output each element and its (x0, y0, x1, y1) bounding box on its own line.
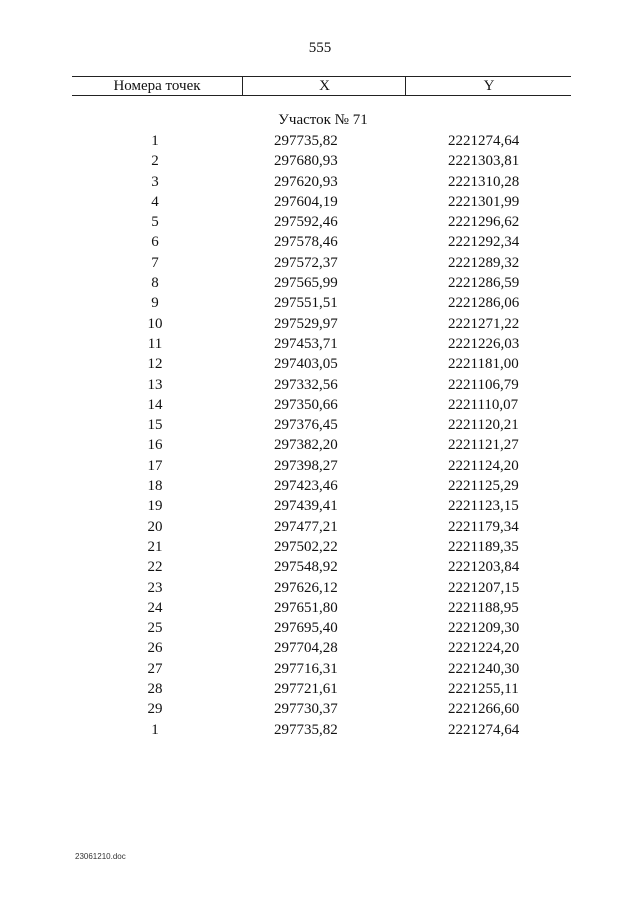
y-coordinate: 2221110,07 (448, 396, 519, 413)
point-number: 21 (147, 538, 163, 555)
footer-filename: 23061210.doc (75, 852, 126, 861)
y-coordinate: 2221207,15 (448, 579, 520, 596)
table-row (0, 598, 640, 618)
point-number: 14 (147, 396, 163, 413)
y-coordinate: 2221224,20 (448, 640, 520, 657)
page-number: 555 (308, 40, 332, 56)
y-coordinate: 2221189,35 (448, 538, 519, 555)
x-coordinate: 297730,37 (274, 701, 338, 718)
x-coordinate: 297332,56 (274, 376, 338, 393)
section-title: Участок № 71 (278, 112, 368, 128)
x-coordinate: 297565,99 (274, 275, 338, 292)
x-coordinate: 297592,46 (274, 214, 338, 231)
table-row (0, 456, 640, 476)
table-row (0, 435, 640, 455)
x-coordinate: 297680,93 (274, 153, 338, 170)
x-coordinate: 297572,37 (274, 254, 338, 271)
table-row (0, 720, 640, 740)
table-row (0, 334, 640, 354)
y-coordinate: 2221271,22 (448, 315, 520, 332)
x-coordinate: 297439,41 (274, 498, 338, 515)
table-row (0, 172, 640, 192)
y-coordinate: 2221301,99 (448, 193, 520, 210)
table-row (0, 151, 640, 171)
table-row (0, 273, 640, 293)
table-row (0, 537, 640, 557)
x-coordinate: 297695,40 (274, 620, 338, 637)
point-number: 13 (147, 376, 163, 393)
y-coordinate: 2221286,59 (448, 275, 520, 292)
x-coordinate: 297578,46 (274, 234, 338, 251)
point-number: 7 (151, 254, 159, 271)
x-coordinate: 297626,12 (274, 579, 338, 596)
y-coordinate: 2221240,30 (448, 660, 520, 677)
point-number: 5 (151, 214, 159, 231)
y-coordinate: 2221125,29 (448, 478, 519, 495)
table-row (0, 659, 640, 679)
y-coordinate: 2221123,15 (448, 498, 519, 515)
x-coordinate: 297398,27 (274, 457, 338, 474)
x-coordinate: 297721,61 (274, 681, 338, 698)
point-number: 3 (151, 173, 159, 190)
table-row (0, 293, 640, 313)
table-row (0, 314, 640, 334)
table-row (0, 476, 640, 496)
y-coordinate: 2221179,34 (448, 518, 519, 535)
x-coordinate: 297403,05 (274, 356, 338, 373)
y-coordinate: 2221120,21 (448, 417, 519, 434)
table-header (72, 76, 571, 96)
x-coordinate: 297423,46 (274, 478, 338, 495)
table-row (0, 192, 640, 212)
point-number: 29 (147, 701, 163, 718)
coordinates-table-body (0, 131, 640, 740)
table-row (0, 354, 640, 374)
point-number: 9 (151, 295, 159, 312)
x-coordinate: 297551,51 (274, 295, 338, 312)
y-coordinate: 2221303,81 (448, 153, 520, 170)
y-coordinate: 2221106,79 (448, 376, 519, 393)
point-number: 27 (147, 660, 163, 677)
point-number: 25 (147, 620, 163, 637)
point-number: 1 (151, 721, 159, 738)
point-number: 8 (151, 275, 159, 292)
point-number: 28 (147, 681, 163, 698)
point-number: 18 (147, 478, 163, 495)
x-coordinate: 297502,22 (274, 538, 338, 555)
point-number: 22 (147, 559, 163, 576)
table-row (0, 618, 640, 638)
x-coordinate: 297704,28 (274, 640, 338, 657)
point-number: 24 (147, 599, 163, 616)
x-coordinate: 297735,82 (274, 721, 338, 738)
table-row (0, 638, 640, 658)
table-row (0, 557, 640, 577)
y-coordinate: 2221124,20 (448, 457, 519, 474)
y-coordinate: 2221226,03 (448, 335, 520, 352)
table-row (0, 517, 640, 537)
x-coordinate: 297453,71 (274, 335, 338, 352)
table-row (0, 375, 640, 395)
point-number: 23 (147, 579, 163, 596)
point-number: 16 (147, 437, 163, 454)
x-coordinate: 297382,20 (274, 437, 338, 454)
y-coordinate: 2221121,27 (448, 437, 519, 454)
header-point-numbers: Номера точек (113, 78, 201, 94)
x-coordinate: 297548,92 (274, 559, 338, 576)
table-row (0, 578, 640, 598)
x-coordinate: 297716,31 (274, 660, 338, 677)
point-number: 6 (151, 234, 159, 251)
table-row (0, 212, 640, 232)
table-row (0, 253, 640, 273)
y-coordinate: 2221292,34 (448, 234, 520, 251)
point-number: 19 (147, 498, 163, 515)
x-coordinate: 297651,80 (274, 599, 338, 616)
table-row (0, 699, 640, 719)
point-number: 4 (151, 193, 159, 210)
y-coordinate: 2221274,64 (448, 133, 520, 149)
point-number: 2 (151, 153, 159, 170)
y-coordinate: 2221209,30 (448, 620, 520, 637)
y-coordinate: 2221266,60 (448, 701, 520, 718)
point-number: 10 (147, 315, 163, 332)
table-row (0, 131, 640, 151)
y-coordinate: 2221289,32 (448, 254, 520, 271)
y-coordinate: 2221296,62 (448, 214, 520, 231)
x-coordinate: 297620,93 (274, 173, 338, 190)
x-coordinate: 297477,21 (274, 518, 338, 535)
table-row (0, 415, 640, 435)
point-number: 11 (147, 335, 163, 352)
y-coordinate: 2221274,64 (448, 721, 520, 738)
x-coordinate: 297529,97 (274, 315, 338, 332)
x-coordinate: 297735,82 (274, 133, 338, 149)
table-row (0, 232, 640, 252)
point-number: 26 (147, 640, 163, 657)
point-number: 20 (147, 518, 163, 535)
point-number: 12 (147, 356, 163, 373)
point-number: 1 (151, 133, 159, 149)
table-row (0, 395, 640, 415)
point-number: 17 (147, 457, 163, 474)
y-coordinate: 2221203,84 (448, 559, 520, 576)
y-coordinate: 2221310,28 (448, 173, 520, 190)
header-x: X (242, 77, 406, 95)
y-coordinate: 2221188,95 (448, 599, 519, 616)
y-coordinate: 2221181,00 (448, 356, 519, 373)
x-coordinate: 297376,45 (274, 417, 338, 434)
y-coordinate: 2221286,06 (448, 295, 520, 312)
x-coordinate: 297350,66 (274, 396, 338, 413)
y-coordinate: 2221255,11 (448, 681, 519, 698)
header-y: Y (405, 77, 572, 95)
x-coordinate: 297604,19 (274, 193, 338, 210)
point-number: 15 (147, 417, 163, 434)
table-row (0, 496, 640, 516)
table-row (0, 679, 640, 699)
